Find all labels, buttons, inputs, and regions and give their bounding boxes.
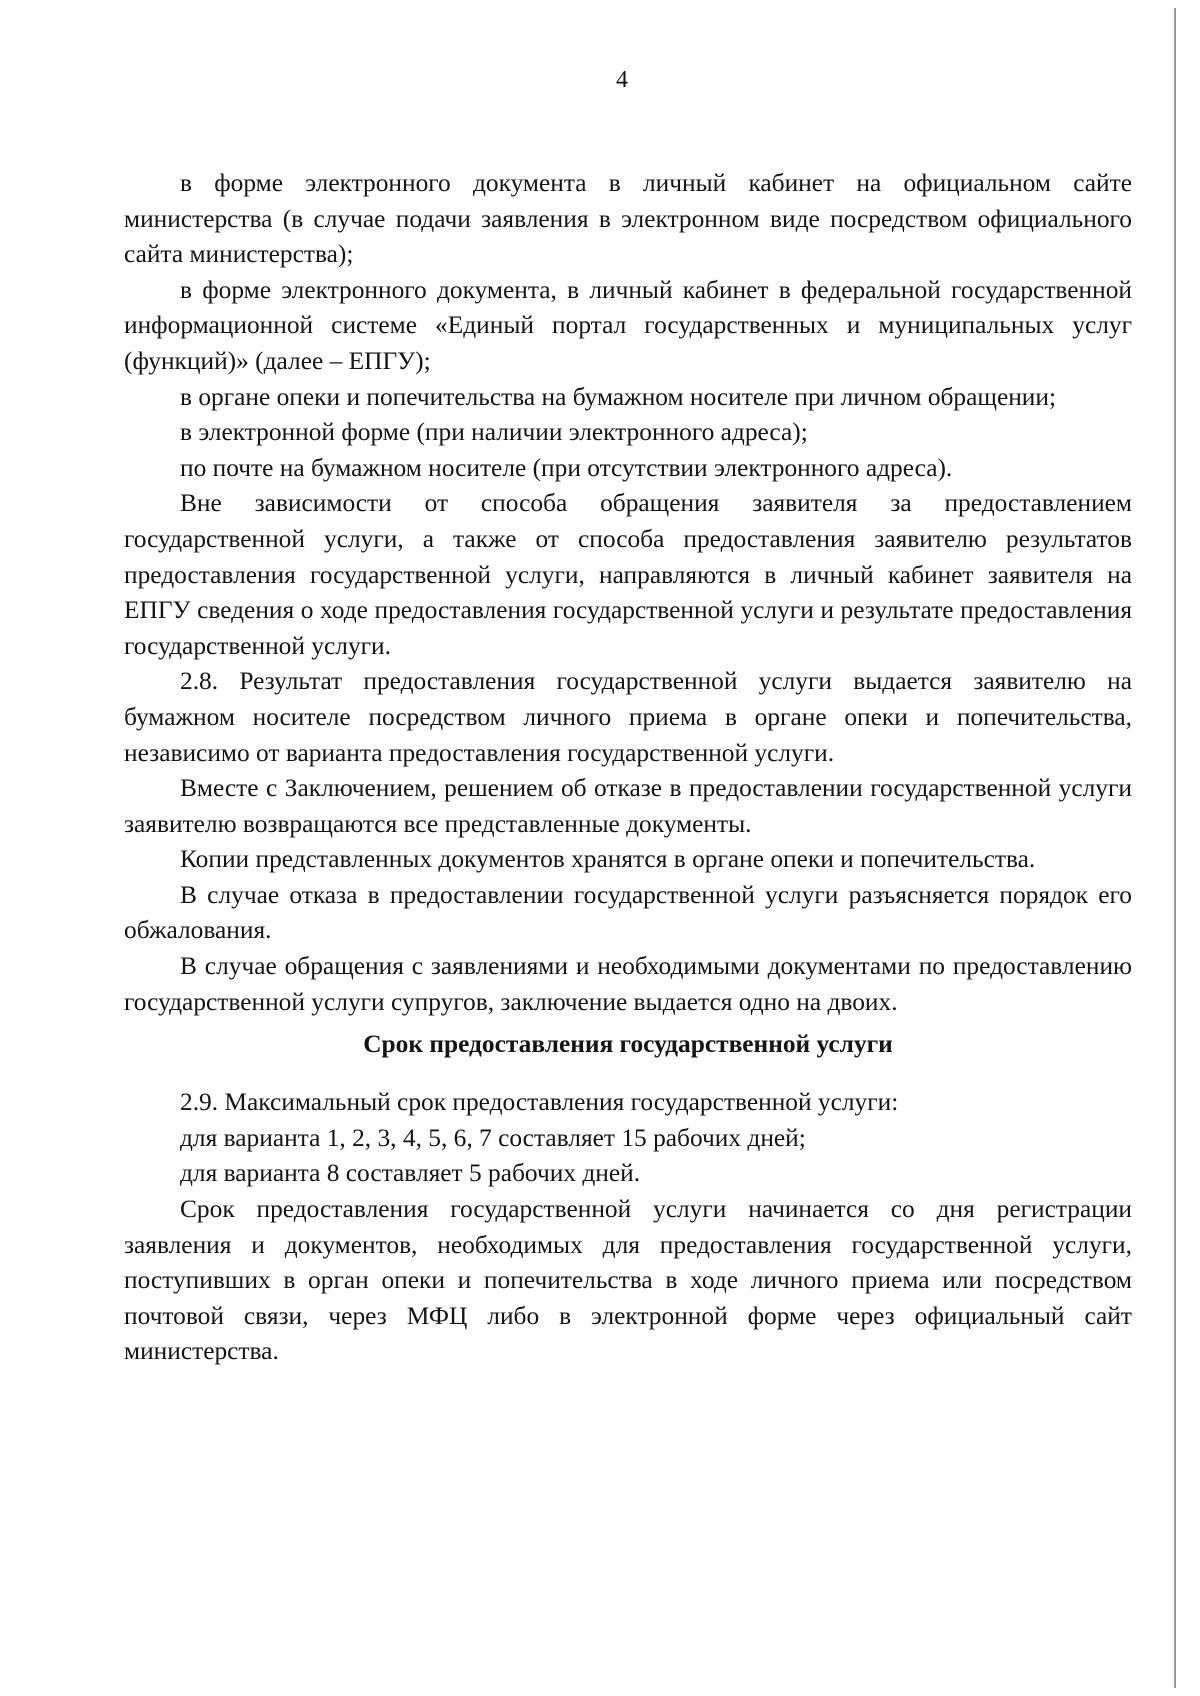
paragraph-delivery-official-site: в форме электронного документа в личный кабинет на официальном сайте министерства (в случае подачи заявления в электронном виде посредством официального сайта министерства); <box>124 169 1132 269</box>
paragraph-delivery-in-person: в органе опеки и попечительства на бумажном носителе при личном обращении; <box>180 382 1057 411</box>
paragraph-delivery-epgu: в форме электронного документа, в личный кабинет в федеральной государственной информационной системе «Единый портал государственных и муниципальных услуг (функций)» (далее – ЕПГУ); <box>124 275 1132 375</box>
paragraph-term-start: Срок предоставления государственной услуги начинается со дня регистрации заявления и документов, необходимых для предоставления государственной услуги, поступивших в орган опеки и попечительства в ходе личного приема или посредством почтовой связи, через МФЦ либо в электронной форме через официальный сайт министерства. <box>124 1195 1132 1366</box>
paragraph-delivery-electronic: в электронной форме (при наличии электронного адреса); <box>180 418 808 447</box>
paragraph-copies-stored: Копии представленных документов хранятся в органе опеки и попечительства. <box>180 845 1036 874</box>
paragraph-2-9-max-term: 2.9. Максимальный срок предоставления государственной услуги: <box>180 1088 899 1117</box>
paragraph-2-8-result: 2.8. Результат предоставления государственной услуги выдается заявителю на бумажном носителе посредством личного приема в органе опеки и попечительства, независимо от варианта предоставления государственной услуги. <box>124 667 1132 767</box>
paragraph-delivery-post: по почте на бумажном носителе (при отсутствии электронного адреса). <box>180 453 953 482</box>
paragraph-refusal-appeal: В случае отказа в предоставлении государственной услуги разъясняется порядок его обжалования. <box>124 880 1132 945</box>
section-heading: Срок предоставления государственной услуги <box>363 1030 893 1059</box>
paragraph-variant-8: для варианта 8 составляет 5 рабочих дней. <box>180 1159 641 1188</box>
document-body <box>124 166 1132 1370</box>
paragraph-variants-1-7: для варианта 1, 2, 3, 4, 5, 6, 7 составляет 15 рабочих дней; <box>180 1123 806 1152</box>
paragraph-epgu-status: Вне зависимости от способа обращения заявителя за предоставлением государственной услуги, а также от способа предоставления заявителю результатов предоставления государственной услуги, направляются в личный кабинет заявителя на ЕПГУ сведения о ходе предоставления государственной услуги и результате предоставления государственной услуги. <box>124 489 1132 660</box>
paragraph-return-documents: Вместе с Заключением, решением об отказе в предоставлении государственной услуги заявителю возвращаются все представленные документы. <box>124 774 1132 838</box>
scan-edge-line <box>1174 8 1176 1688</box>
paragraph-spouses: В случае обращения с заявлениями и необходимыми документами по предоставлению государственной услуги супругов, заключение выдается одно на двоих. <box>124 952 1132 1016</box>
page-number: 4 <box>616 67 628 93</box>
